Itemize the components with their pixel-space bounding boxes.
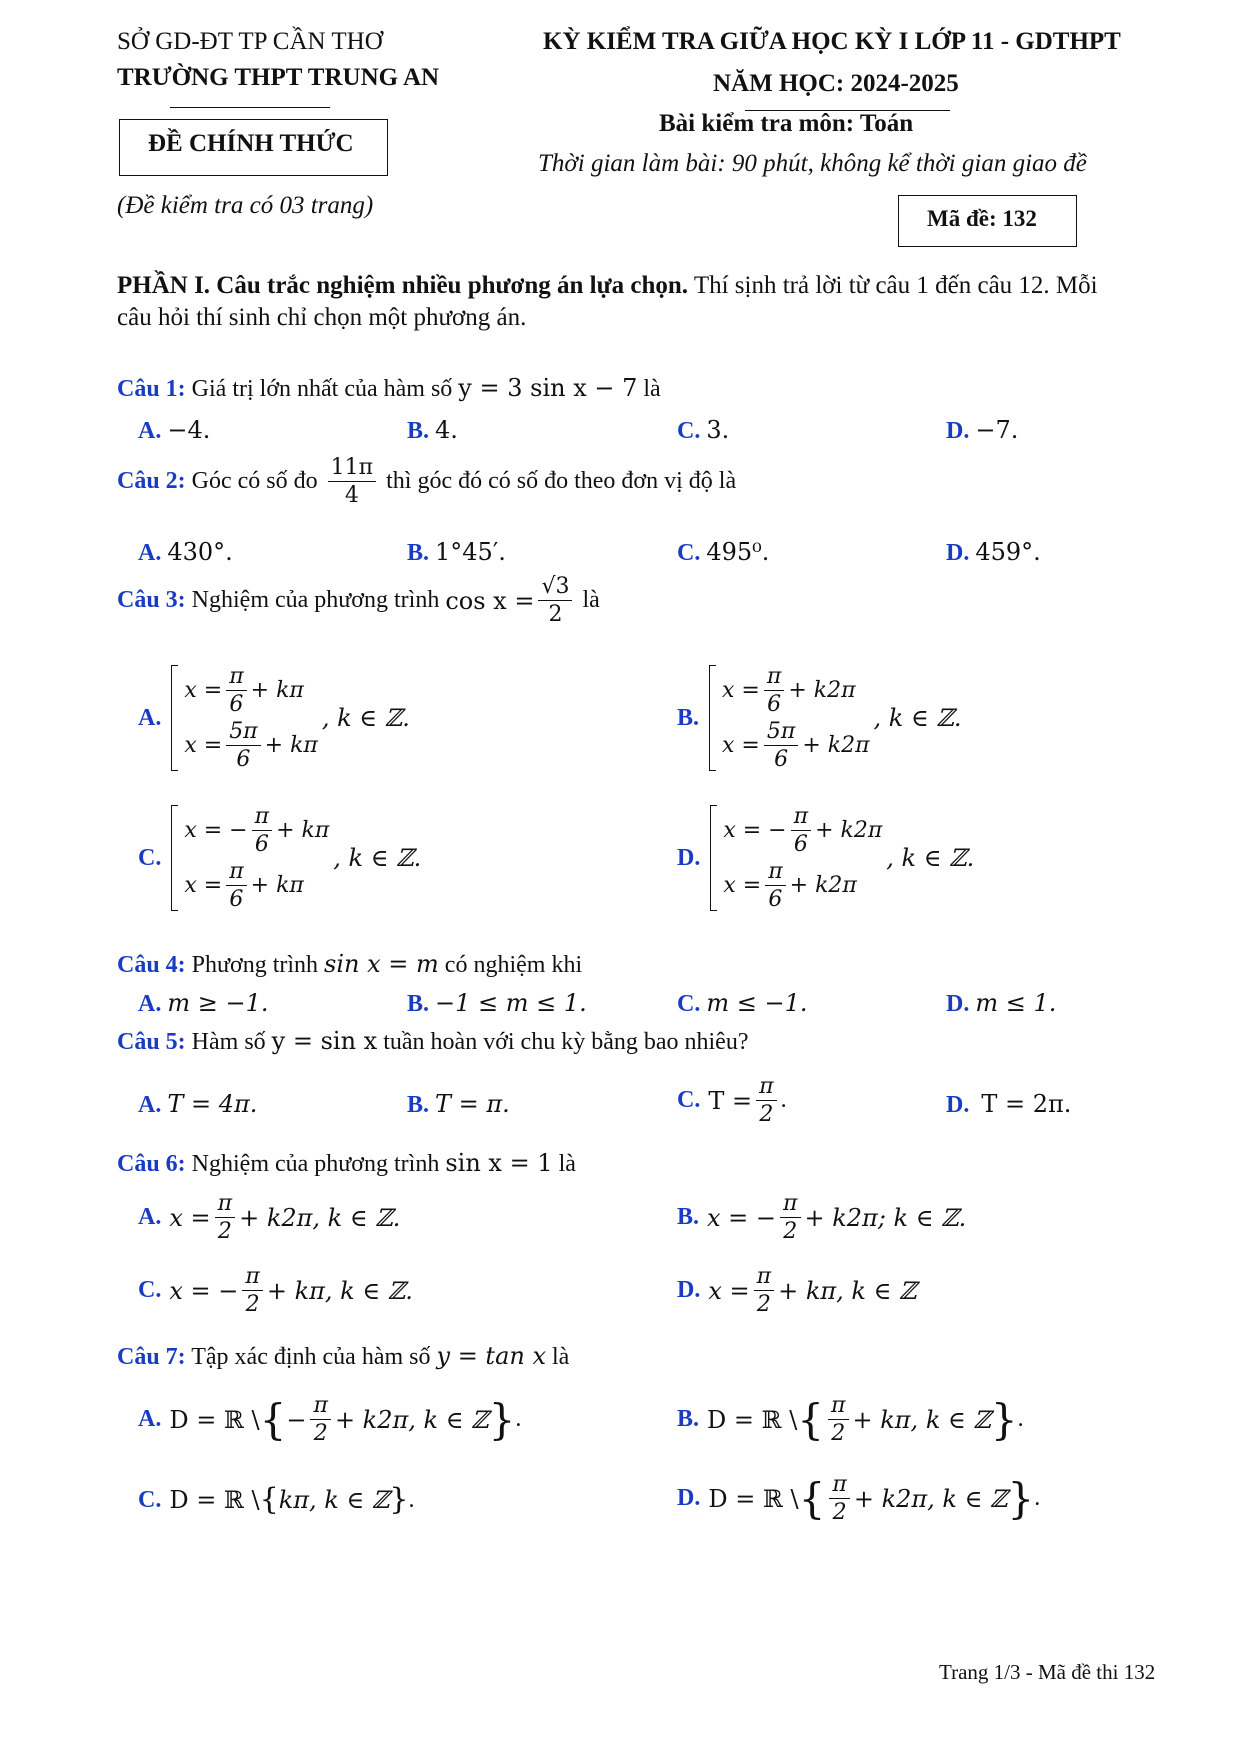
q6-option-a[interactable]: A. x = $\frac{\pi}{2}$ + k2π, k ∈ ℤ. <box>138 1191 401 1245</box>
q4-end: có nghiệm khi <box>438 952 583 978</box>
q3-end: là <box>576 587 600 614</box>
q6-text: Nghiệm của phương trình <box>185 1151 446 1177</box>
q7-option-b[interactable]: B. D = ℝ \ { $\frac{\pi}{2}$ + kπ, k ∈ ℤ } . <box>677 1393 1024 1447</box>
q5-option-b[interactable]: B. T = π. <box>407 1090 510 1118</box>
question-2 <box>117 456 736 507</box>
q1-text: Giá trị lớn nhất của hàm số <box>185 376 459 402</box>
q3-option-b[interactable]: B. x = $\frac{\pi}{6}$ + k2π x = $\frac{5\pi}{6}$ + k2π , k ∈ ℤ. <box>677 664 962 773</box>
q1-label: Câu 1: <box>117 376 186 402</box>
part1-desc: Thí sịnh trả lời từ câu 1 đến câu 12. Mỗi <box>688 272 1098 299</box>
official-label: ĐỀ CHÍNH THỨC <box>148 130 354 157</box>
q1-option-a[interactable]: A. −4. <box>138 416 211 444</box>
year-underline <box>745 110 950 111</box>
q3-label: Câu 3: <box>117 587 186 614</box>
q1-math: y = 3 sin x − 7 <box>458 374 638 402</box>
question-4 <box>117 950 582 979</box>
q7-text: Tập xác định của hàm số <box>185 1344 437 1370</box>
question-5 <box>117 1027 748 1056</box>
page-footer: Trang 1/3 - Mã đề thi 132 <box>939 1660 1156 1684</box>
q5-text: Hàm số <box>185 1029 272 1055</box>
question-6 <box>117 1149 576 1178</box>
q7-end: là <box>546 1344 570 1370</box>
q4-option-b[interactable]: B. −1 ≤ m ≤ 1. <box>407 989 587 1017</box>
question-1 <box>117 374 661 403</box>
q2-option-a[interactable]: A. 430°. <box>138 538 233 566</box>
q7-option-d[interactable]: D. D = ℝ \ { $\frac{\pi}{2}$ + k2π, k ∈ ℤ } . <box>677 1472 1041 1526</box>
q6-math: sin x = 1 <box>445 1149 553 1177</box>
q4-option-a[interactable]: A. m ≥ −1. <box>138 989 269 1017</box>
q7-label: Câu 7: <box>117 1344 186 1370</box>
question-7 <box>117 1342 569 1371</box>
part1-line1 <box>117 272 1098 300</box>
q1-option-c[interactable]: C. 3. <box>677 416 730 444</box>
q7-option-a[interactable]: A. D = ℝ \ { − $\frac{\pi}{2}$ + k2π, k ∈ ℤ } . <box>138 1393 522 1447</box>
q2-option-b[interactable]: B. 1°45′. <box>407 538 506 566</box>
q5-option-d[interactable]: D. T = 2π. <box>946 1090 1072 1118</box>
q3-text: Nghiệm của phương trình <box>185 587 446 614</box>
q4-math: sin x = m <box>324 950 439 978</box>
pages-note: (Đề kiểm tra có 03 trang) <box>117 192 374 219</box>
q6-option-c[interactable]: C. x = − $\frac{\pi}{2}$ + kπ, k ∈ ℤ. <box>138 1264 413 1318</box>
department-name: SỞ GD-ĐT TP CẦN THƠ <box>117 28 383 55</box>
q6-option-b[interactable]: B. x = − $\frac{\pi}{2}$ + k2π; k ∈ ℤ. <box>677 1191 967 1245</box>
q2-end: thì góc đó có số đo theo đơn vị độ là <box>380 468 737 495</box>
q7-math: y = tan x <box>436 1342 546 1370</box>
q5-option-a[interactable]: A. T = 4π. <box>138 1090 258 1118</box>
subject: Bài kiểm tra môn: Toán <box>659 110 914 137</box>
q4-text: Phương trình <box>185 952 325 978</box>
q4-option-c[interactable]: C. m ≤ −1. <box>677 989 808 1017</box>
q5-label: Câu 5: <box>117 1029 186 1055</box>
q5-end: tuần hoàn với chu kỳ bằng bao nhiêu? <box>377 1029 749 1055</box>
q2-text: Góc có số đo <box>185 468 324 495</box>
q1-option-b[interactable]: B. 4. <box>407 416 458 444</box>
q3-option-d[interactable]: D. x = − $\frac{\pi}{6}$ + k2π x = $\frac{\pi}{6}$ + k2π , k ∈ ℤ. <box>677 804 975 913</box>
q3-fraction: $\frac{√3}{2}$ <box>538 575 572 626</box>
q6-end: là <box>552 1151 576 1177</box>
part1-desc-2: câu hỏi thí sinh chỉ chọn một phương án. <box>117 304 527 331</box>
q2-option-d[interactable]: D. 459°. <box>946 538 1041 566</box>
exam-title: KỲ KIỂM TRA GIỮA HỌC KỲ I LỚP 11 - GDTHPT <box>543 28 1121 55</box>
q4-label: Câu 4: <box>117 952 186 978</box>
time-note: Thời gian làm bài: 90 phút, không kể thời gian giao đề <box>538 150 1087 177</box>
q2-label: Câu 2: <box>117 468 186 495</box>
part1-title: PHẦN I. Câu trắc nghiệm nhiều phương án lựa chọn. <box>117 272 689 299</box>
q3-math: cos x = <box>445 586 535 615</box>
q2-fraction: $\frac{11\pi}{4}$ <box>328 456 376 507</box>
q2-option-c[interactable]: C. 495⁰. <box>677 538 770 566</box>
q1-end: là <box>637 376 661 402</box>
school-underline <box>170 107 330 108</box>
q5-math: y = sin x <box>271 1027 378 1055</box>
q1-option-d[interactable]: D. −7. <box>946 416 1019 444</box>
exam-code: Mã đề: 132 <box>927 206 1037 231</box>
school-name: TRƯỜNG THPT TRUNG AN <box>117 64 440 91</box>
q4-option-d[interactable]: D. m ≤ 1. <box>946 989 1057 1017</box>
q3-option-a[interactable]: A. x = $\frac{\pi}{6}$ + kπ x = $\frac{5\pi}{6}$ + kπ , k ∈ ℤ. <box>138 664 410 773</box>
question-3 <box>117 575 600 626</box>
q5-option-c[interactable]: C. T = $\frac{\pi}{2}$ . <box>677 1074 787 1128</box>
q6-label: Câu 6: <box>117 1151 186 1177</box>
q3-option-c[interactable]: C. x = − $\frac{\pi}{6}$ + kπ x = $\frac{\pi}{6}$ + kπ , k ∈ ℤ. <box>138 804 422 913</box>
q6-option-d[interactable]: D. x = $\frac{\pi}{2}$ + kπ, k ∈ ℤ <box>677 1264 917 1318</box>
q7-option-c[interactable]: C. D = ℝ \ { kπ, k ∈ ℤ } . <box>138 1482 415 1517</box>
school-year: NĂM HỌC: 2024-2025 <box>713 70 959 97</box>
